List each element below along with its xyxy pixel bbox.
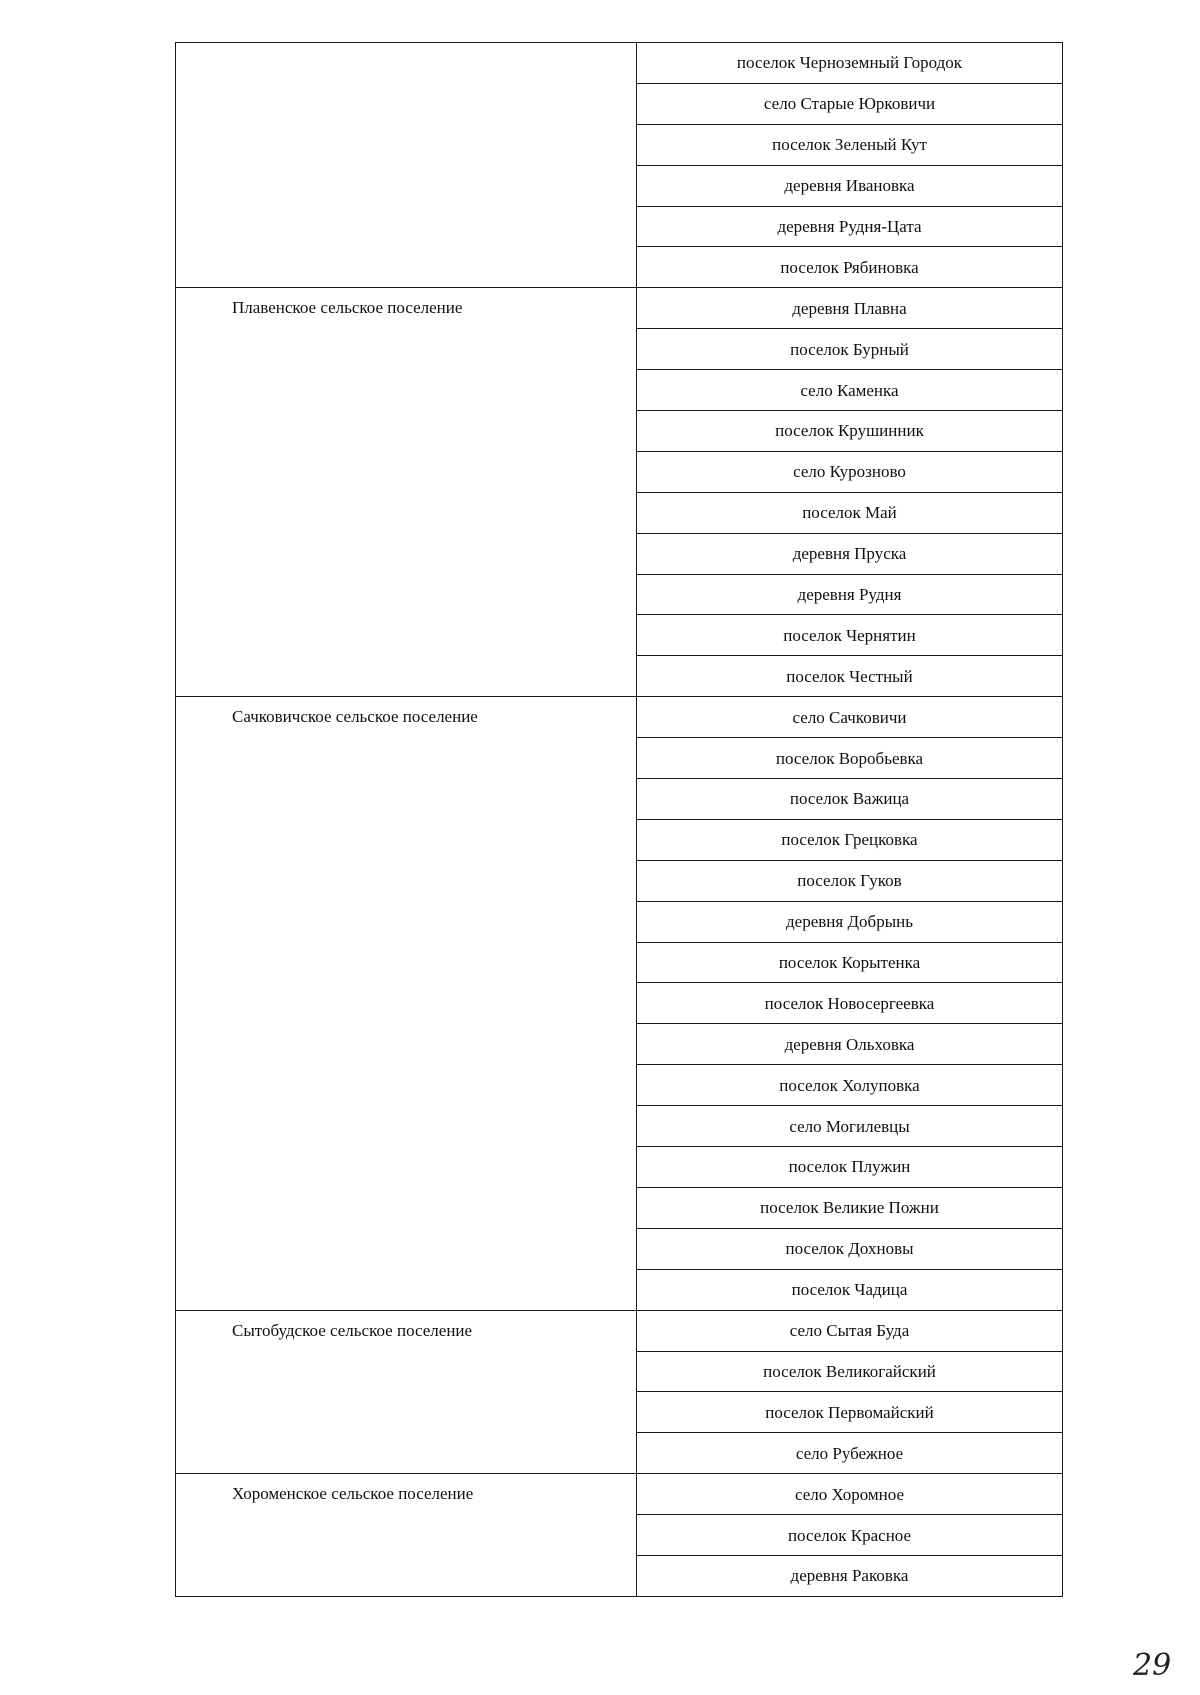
locality-cell: поселок Холуповка: [637, 1065, 1063, 1106]
locality-cell: поселок Дохновы: [637, 1228, 1063, 1269]
locality-cell: деревня Рудня-Цата: [637, 206, 1063, 247]
locality-cell: село Могилевцы: [637, 1106, 1063, 1147]
locality-cell: деревня Раковка: [637, 1555, 1063, 1596]
locality-cell: село Каменка: [637, 370, 1063, 411]
locality-cell: поселок Чадица: [637, 1269, 1063, 1310]
locality-cell: поселок Воробьевка: [637, 738, 1063, 779]
locality-cell: деревня Ольховка: [637, 1024, 1063, 1065]
page-number: 29: [1133, 1648, 1172, 1683]
settlements-table: [175, 42, 1063, 1597]
locality-cell: поселок Рябиновка: [637, 247, 1063, 288]
locality-cell: поселок Крушинник: [637, 411, 1063, 452]
locality-cell: деревня Рудня: [637, 574, 1063, 615]
settlement-name-cell: [176, 43, 637, 288]
locality-cell: село Сачковичи: [637, 697, 1063, 738]
locality-cell: поселок Бурный: [637, 329, 1063, 370]
locality-cell: поселок Честный: [637, 656, 1063, 697]
locality-cell: село Хоромное: [637, 1474, 1063, 1515]
locality-cell: село Курозново: [637, 451, 1063, 492]
locality-cell: поселок Грецковка: [637, 819, 1063, 860]
settlement-name-cell: Сытобудское сельское поселение: [176, 1310, 637, 1474]
locality-cell: поселок Черноземный Городок: [637, 43, 1063, 84]
locality-cell: деревня Ивановка: [637, 165, 1063, 206]
settlement-name-cell: Хороменское сельское поселение: [176, 1474, 637, 1597]
locality-cell: поселок Великие Пожни: [637, 1187, 1063, 1228]
locality-cell: поселок Важица: [637, 779, 1063, 820]
locality-cell: поселок Зеленый Кут: [637, 124, 1063, 165]
locality-cell: село Старые Юрковичи: [637, 83, 1063, 124]
settlement-name-cell: Сачковичское сельское поселение: [176, 697, 637, 1310]
locality-cell: поселок Гуков: [637, 860, 1063, 901]
table-row: [176, 43, 1063, 84]
table-row: [176, 697, 1063, 738]
settlement-name-cell: Плавенское сельское поселение: [176, 288, 637, 697]
settlements-table-body: [176, 43, 1063, 1597]
locality-cell: деревня Плавна: [637, 288, 1063, 329]
locality-cell: деревня Добрынь: [637, 901, 1063, 942]
locality-cell: поселок Корытенка: [637, 942, 1063, 983]
locality-cell: поселок Чернятин: [637, 615, 1063, 656]
locality-cell: поселок Новосергеевка: [637, 983, 1063, 1024]
locality-cell: поселок Май: [637, 492, 1063, 533]
table-row: [176, 288, 1063, 329]
table-row: [176, 1474, 1063, 1515]
locality-cell: поселок Плужин: [637, 1147, 1063, 1188]
locality-cell: село Рубежное: [637, 1433, 1063, 1474]
locality-cell: поселок Красное: [637, 1515, 1063, 1556]
table-row: [176, 1310, 1063, 1351]
locality-cell: село Сытая Буда: [637, 1310, 1063, 1351]
locality-cell: поселок Великогайский: [637, 1351, 1063, 1392]
locality-cell: деревня Пруска: [637, 533, 1063, 574]
locality-cell: поселок Первомайский: [637, 1392, 1063, 1433]
